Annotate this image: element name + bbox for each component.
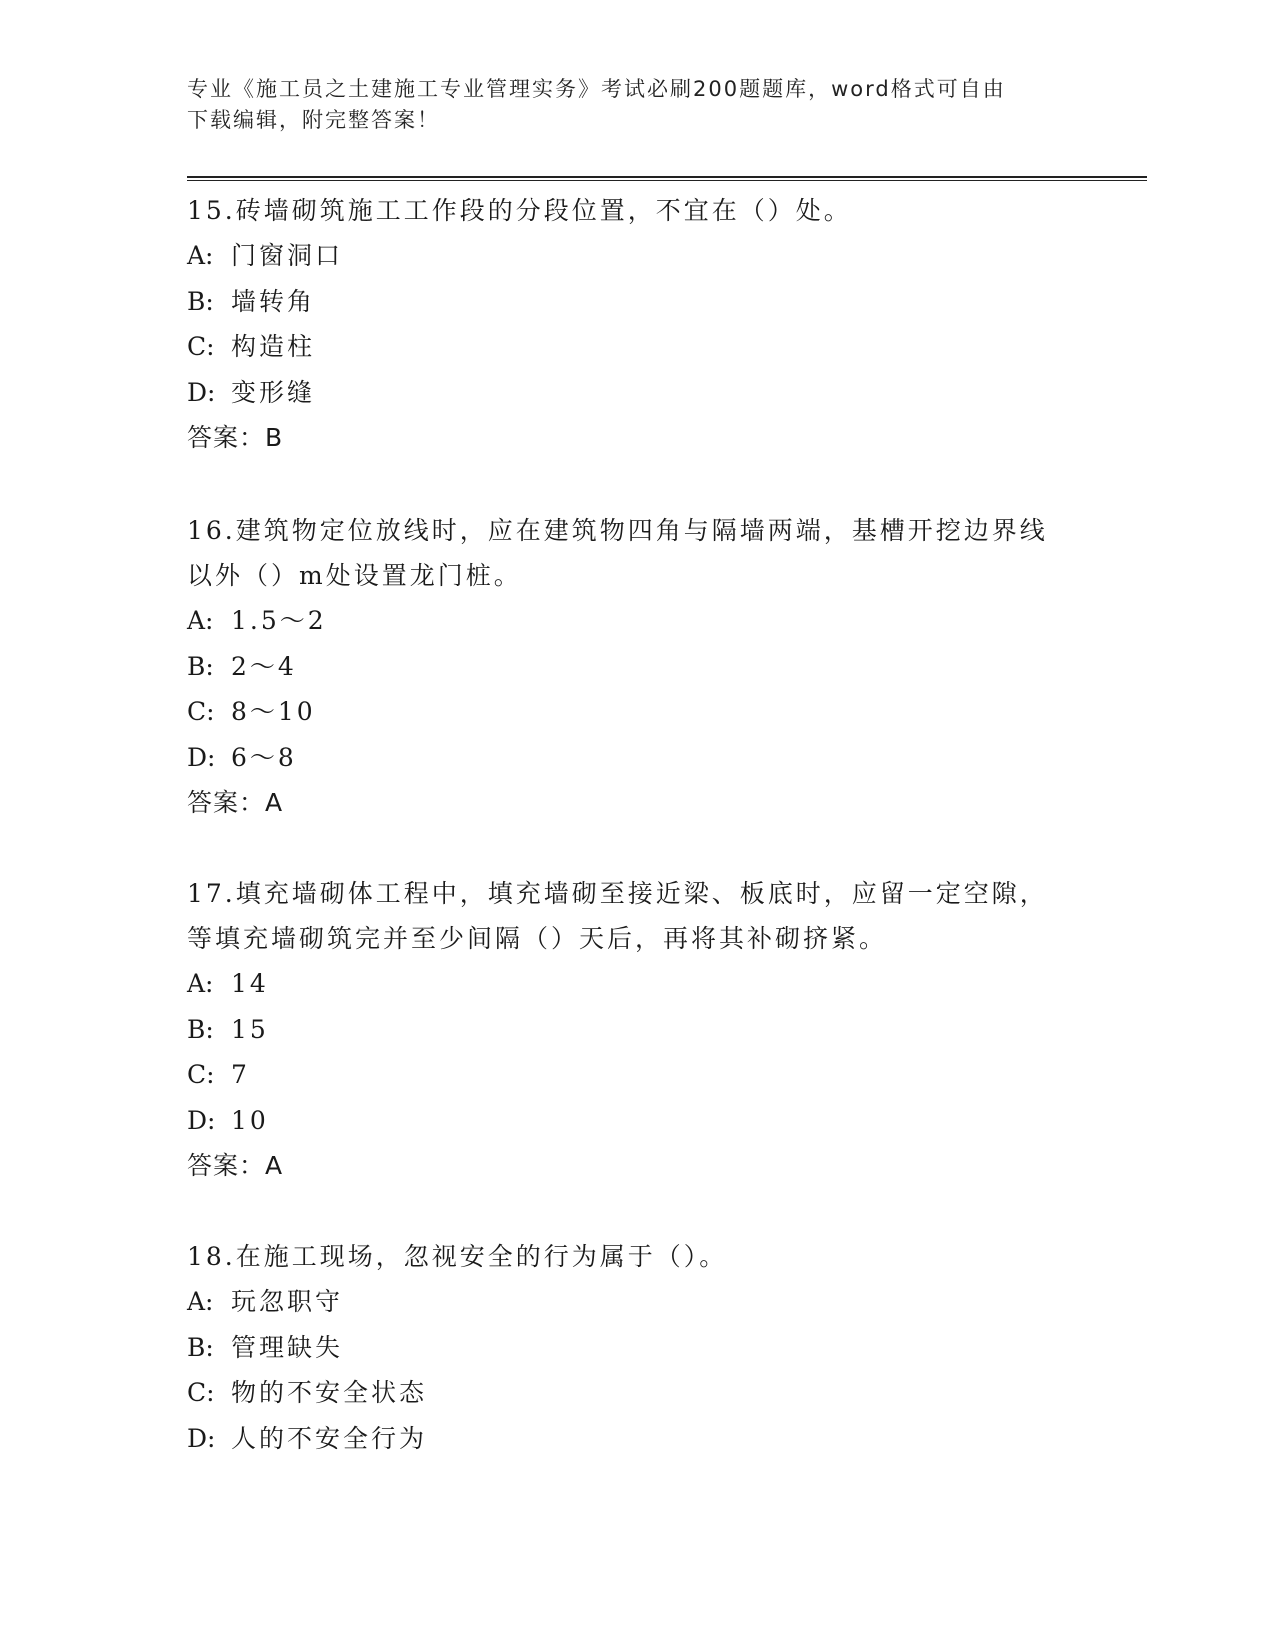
question-15 [187, 188, 1087, 460]
option-letter: A: [187, 241, 214, 270]
option-text: 15 [231, 1014, 269, 1044]
header-divider [187, 176, 1147, 181]
option-a [187, 961, 1087, 1007]
option-letter: B: [187, 1332, 214, 1362]
option-d [187, 1416, 1087, 1462]
option-text: 1.5～2 [231, 606, 327, 635]
option-c [187, 1052, 1087, 1098]
question-stem-line-1: 17.填充墙砌体工程中，填充墙砌至接近梁、板底时，应留一定空隙， [187, 879, 1048, 908]
header-line-2: 下载编辑，附完整答案！ [187, 108, 440, 132]
option-c [187, 324, 1087, 370]
option-d [187, 735, 1087, 781]
option-letter: A: [187, 1287, 214, 1316]
option-d [187, 370, 1087, 416]
option-a [187, 598, 1087, 644]
option-text: 构造柱 [231, 332, 316, 361]
option-text: 2～4 [231, 651, 297, 681]
document-header [187, 74, 1067, 136]
option-b [187, 1007, 1087, 1053]
option-text: 物的不安全状态 [231, 1378, 428, 1407]
option-c [187, 689, 1087, 735]
question-stem-line-2: 以外（）m处设置龙门桩。 [187, 561, 522, 590]
question-stem-line-1: 16.建筑物定位放线时，应在建筑物四角与隔墙两端，基槽开挖边界线 [187, 516, 1048, 545]
option-text: 玩忽职守 [231, 1287, 344, 1316]
option-b [187, 644, 1087, 690]
option-letter: C: [187, 697, 215, 726]
option-letter: D: [187, 377, 216, 407]
option-letter: A: [187, 606, 214, 635]
option-text: 8～10 [231, 697, 316, 726]
answer: 答案：A [187, 1151, 284, 1180]
header-line-1: 专业《施工员之土建施工专业管理实务》考试必刷200题题库，word格式可自由 [187, 77, 1006, 101]
question-stem-line-2: 等填充墙砌筑完并至少间隔（）天后，再将其补砌挤紧。 [187, 924, 888, 953]
option-text: 墙转角 [231, 286, 316, 316]
option-letter: B: [187, 1014, 214, 1044]
option-text: 门窗洞口 [231, 241, 344, 270]
option-letter: D: [187, 742, 216, 772]
question-17 [187, 871, 1087, 1188]
option-letter: D: [187, 1423, 216, 1453]
option-b [187, 279, 1087, 325]
question-18 [187, 1234, 1087, 1461]
option-b [187, 1325, 1087, 1371]
option-letter: B: [187, 286, 214, 316]
option-text: 10 [231, 1105, 269, 1135]
answer: 答案：A [187, 788, 284, 817]
option-text: 14 [231, 969, 269, 998]
question-stem: 18.在施工现场，忽视安全的行为属于（）。 [187, 1242, 728, 1271]
question-stem: 15.砖墙砌筑施工工作段的分段位置，不宜在（）处。 [187, 196, 852, 225]
option-text: 管理缺失 [231, 1332, 344, 1362]
option-text: 变形缝 [231, 377, 316, 407]
option-letter: C: [187, 1060, 215, 1089]
answer: 答案：B [187, 423, 284, 452]
option-letter: D: [187, 1105, 216, 1135]
option-letter: C: [187, 1378, 215, 1407]
option-letter: A: [187, 969, 214, 998]
question-16 [187, 508, 1087, 825]
option-a [187, 1279, 1087, 1325]
option-text: 人的不安全行为 [231, 1423, 428, 1453]
option-letter: B: [187, 651, 214, 681]
option-text: 7 [231, 1060, 250, 1089]
option-text: 6～8 [231, 742, 297, 772]
option-c [187, 1370, 1087, 1416]
option-d [187, 1098, 1087, 1144]
option-letter: C: [187, 332, 215, 361]
option-a [187, 233, 1087, 279]
